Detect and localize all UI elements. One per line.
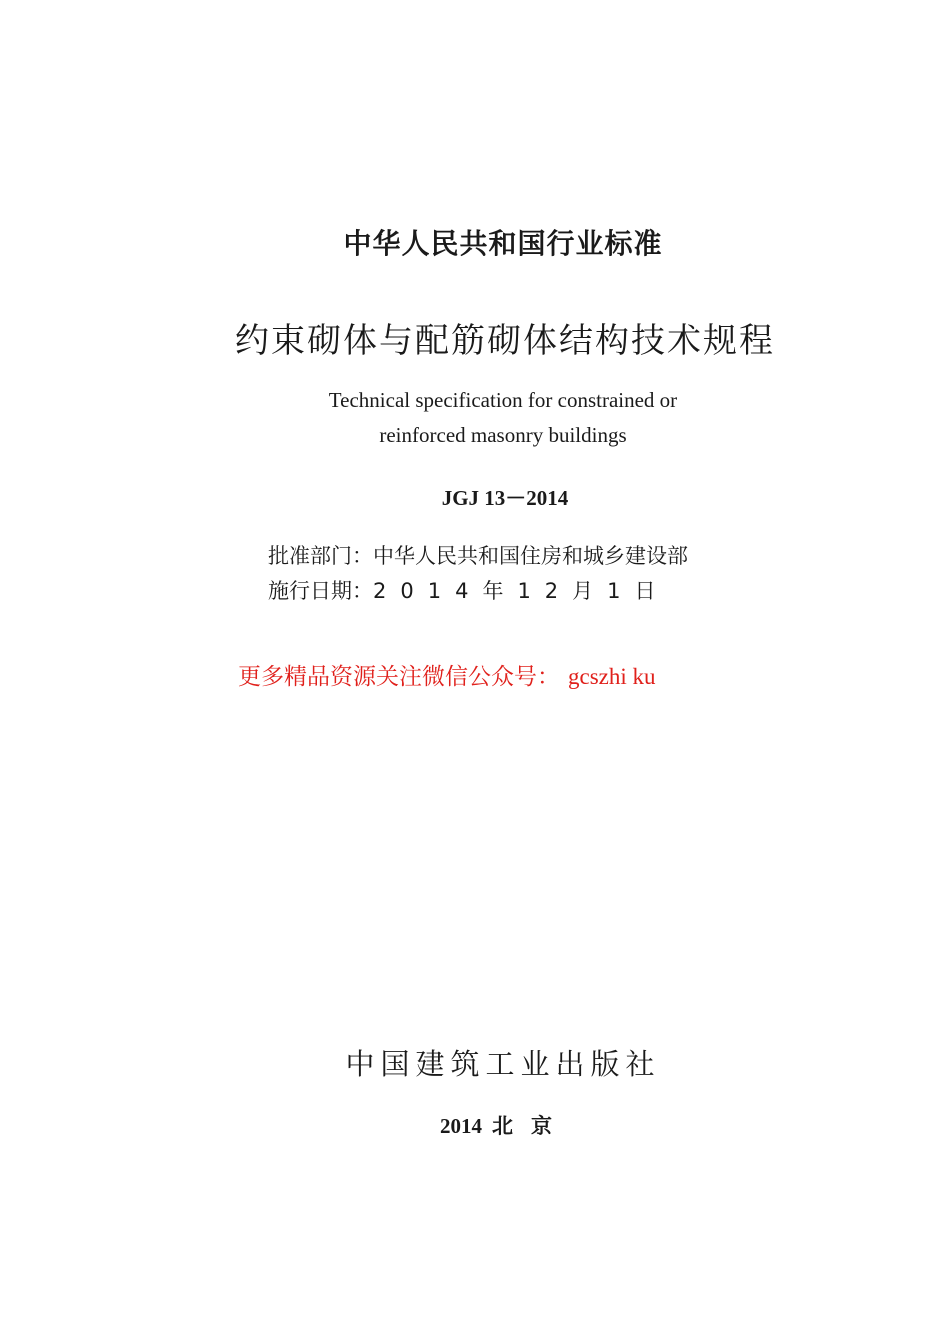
publication-city: 北京 xyxy=(492,1114,570,1138)
standard-category: 中华人民共和国行业标准 xyxy=(343,227,663,260)
effective-label: 施行日期： xyxy=(268,579,373,603)
title-english-line1: Technical specification for constrained or xyxy=(328,388,678,412)
standard-code: JGJ 13－2014 xyxy=(441,486,569,510)
publisher-name: 中国建筑工业出版社 xyxy=(345,1047,661,1081)
title-english-line2: reinforced masonry buildings xyxy=(379,423,627,447)
approval-label: 批准部门： xyxy=(268,544,373,568)
publication-year: 2014 xyxy=(440,1114,482,1138)
title-chinese: 约束砌体与配筋砌体结构技术规程 xyxy=(235,321,775,361)
approval-value: 中华人民共和国住房和城乡建设部 xyxy=(373,544,688,568)
promo-notice xyxy=(238,658,656,691)
promo-handle: gcszhi ku xyxy=(568,664,656,689)
effective-value: 2014年12月1日 xyxy=(373,579,670,603)
approval-department xyxy=(268,540,688,570)
promo-text: 更多精品资源关注微信公众号： xyxy=(238,664,560,690)
effective-date xyxy=(268,575,670,605)
publication-info xyxy=(30,1110,950,1140)
